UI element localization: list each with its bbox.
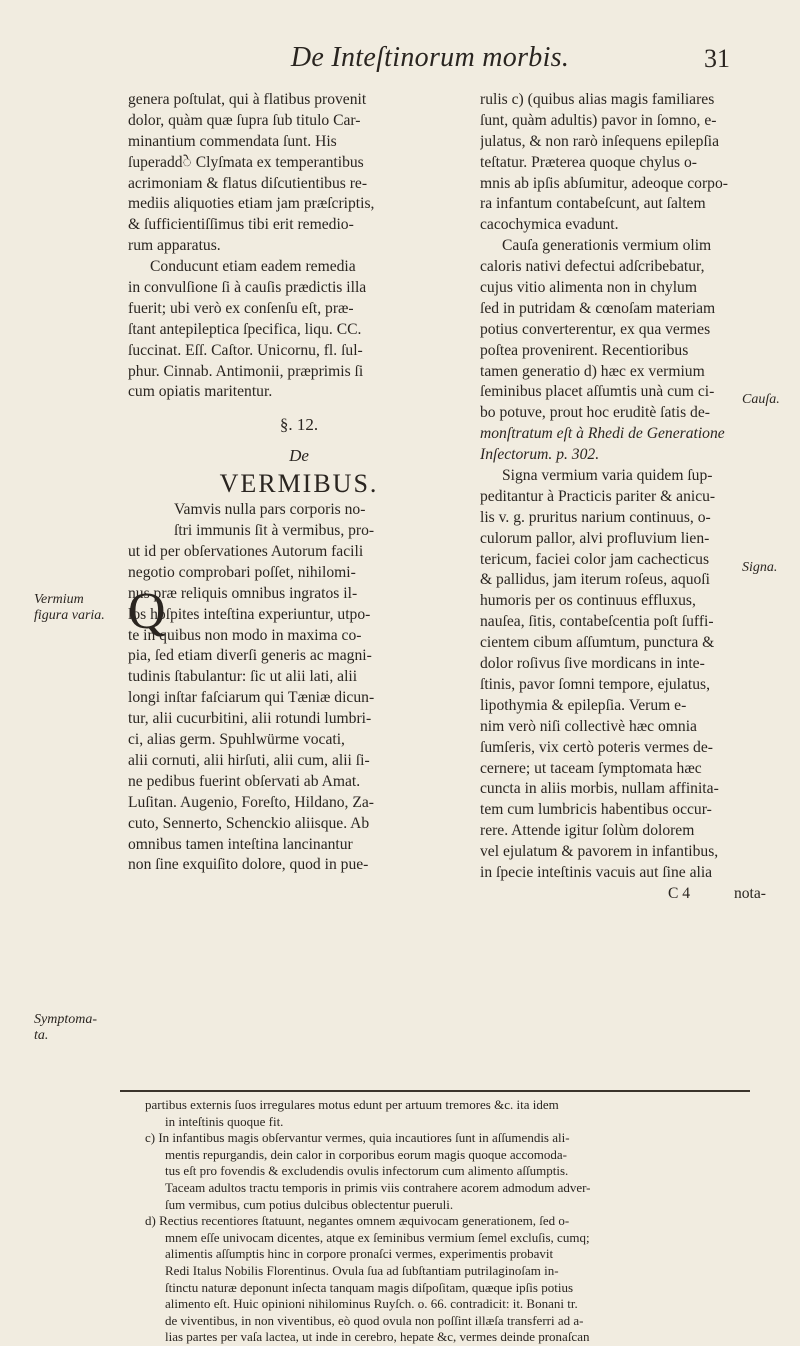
text-line: genera poſtulat, qui à flatibus provenit — [128, 91, 367, 108]
text-line: culorum pallor, alvi profluvium lien- — [480, 529, 710, 547]
text-line: julatus, & non rarò inſequens epilepſia — [480, 132, 720, 150]
text-line: ſtinis, pavor ſomni tempore, ejulatus, — [480, 675, 710, 693]
text-line: lipothymia & epilepſia. Verum e- — [480, 696, 687, 714]
text-line: dolor, quàm quæ ſupra ſub titulo Car- — [128, 111, 361, 129]
text-line: Inſectorum. p. 302. — [480, 446, 600, 464]
catchword: nota- — [733, 884, 766, 902]
text-line: bo potuve, prout hoc eruditè ſatis de- — [480, 404, 710, 422]
drop-capital: Q — [128, 583, 166, 640]
text-line: ra infantum contabeſcunt, aut ſaltem — [480, 195, 706, 213]
section-title: VERMIBUS. — [219, 469, 379, 499]
text-line: vel ejulatum & pavorem in infantibus, — [480, 843, 719, 861]
text-line: mnis ab ipſis abſumitur, adeoque corpo- — [480, 174, 728, 192]
text-line: alii cornuti, alii hirſuti, alii cum, alii ſi- — [128, 751, 370, 769]
footnote-line: Taceam adultos tractu temporis in primis viis contrahere acorem admodum adver- — [165, 1179, 591, 1195]
text-line: minantium commendata ſunt. His — [128, 132, 337, 150]
text-line: Signa vermium varia quidem ſup- — [502, 467, 713, 485]
text-line: rere. Attende igitur ſolùm dolorem — [480, 822, 695, 840]
footnote-rule — [120, 1090, 750, 1092]
catchline — [480, 884, 780, 905]
text-line: nim verò niſi collectivè hæc omnia — [480, 717, 697, 735]
running-title: De Inteſtinorum morbis. — [290, 42, 570, 73]
text-line: Cauſa generationis vermium olim — [502, 237, 712, 255]
footnote-line: ſtinctu naturæ deponunt inſecta tanquam magis diſpoſitam, quæque ipſis potius — [165, 1279, 574, 1295]
footnote-line: de viventibus, in non viventibus, eò quod ovula non poſſint illæſa transferri ad a- — [165, 1312, 584, 1328]
text-line: Luſitan. Augenio, Foreſto, Hildano, Za- — [128, 793, 374, 811]
text-line: acrimoniam & flatus diſcutientibus re- — [128, 174, 368, 192]
text-line: non ſine exquiſito dolore, quod in pue- — [128, 856, 369, 874]
text-line: teſtatur. Præterea quoque chylus o- — [480, 153, 697, 171]
margin-note-vermium-figura — [34, 592, 105, 624]
text-line: te in quibus non modo in maxima co- — [128, 626, 362, 644]
text-line: in ſpecie inteſtinis vacuis aut ſine alia — [480, 863, 713, 881]
text-line: cuto, Sennerto, Schenckio aliisque. Ab — [128, 814, 370, 832]
text-line: mediis aliquoties etiam jam præſcriptis, — [128, 195, 375, 213]
text-line: tur, alii cucurbitini, alii rotundi lumbri- — [128, 710, 372, 728]
text-line: fuerit; ubi verò ex conſenſu eſt, præ- — [128, 299, 354, 317]
margin-note-line: ta. — [34, 1028, 49, 1043]
text-line: ne pedibus fuerint obſervati ab Amat. — [128, 772, 361, 790]
text-line: nauſea, ſitis, contabeſcentia poſt ſuffi- — [480, 613, 714, 631]
text-line: cientem cibum aſſumtum, punctura & — [480, 634, 715, 652]
footnote-line: mentis repurgandis, dein calor in corporibus eorum magis quoque accomoda- — [165, 1146, 567, 1162]
footnote-line: d) Rectius recentiores ſtatuunt, negantes omnem æquivocam generationem, ſed o- — [145, 1213, 570, 1229]
text-line: & pallidus, jam iterum roſeus, aquoſi — [480, 571, 710, 589]
text-line: longi inſtar faſciarum qui Tæniæ dicun- — [128, 689, 375, 707]
running-header — [150, 42, 730, 82]
text-line: Conducunt etiam eadem remedia — [150, 258, 356, 276]
page-number: 31 — [704, 44, 730, 73]
text-line: tudinis ſtabulantur: ſic ut alii lati, alii — [128, 668, 358, 686]
text-line: pia, ſed etiam diverſi generis ac magni- — [128, 647, 372, 665]
right-column — [480, 90, 780, 905]
text-line: Vamvis nulla pars corporis no- — [174, 501, 366, 519]
text-line: ci, alias germ. Spuhlwürme vocati, — [128, 731, 345, 749]
margin-note-signa: Signa. — [742, 560, 778, 575]
footnote-line: c) In infantibus magis obſervantur vermes, quia incautiores ſunt in aſſumendis ali- — [145, 1130, 570, 1146]
footnote-line: Redi Italus Nobilis Florentinus. Ovula ſua ad ſubſtantiam putrilaginoſam in- — [165, 1262, 559, 1278]
text-line: tamen generatio d) hæc ex vermium — [480, 362, 705, 380]
text-line: cujus vitio alimenta non in chylum — [480, 279, 697, 297]
footnote-line: tus eſt pro fovendis & excludendis ovulis infectorum cum alimento aſſumptis. — [165, 1163, 569, 1179]
text-line: tericum, faciei color jam cachecticus — [480, 550, 710, 568]
text-line: in convulſione ſi à cauſis prædictis illa — [128, 279, 367, 297]
text-line: negotio comprobari poſſet, nihilomi- — [128, 563, 356, 581]
section-number: §. 12. — [279, 415, 319, 435]
text-line: omnibus tamen inteſtina lancinantur — [128, 835, 353, 853]
left-column — [128, 90, 470, 876]
margin-note-line: Vermium — [34, 592, 84, 607]
text-line: rum apparatus. — [128, 237, 221, 255]
text-line: ſeminibus placet aſſumtis unà cum ci- — [480, 383, 715, 401]
text-line: ſed in putridam & cœnoſam materiam — [480, 299, 716, 317]
text-line: caloris nativi defectui adſcribebatur, — [480, 258, 705, 276]
margin-note-line: figura varia. — [34, 608, 105, 623]
footnote-line: partibus externis ſuos irregulares motus edunt per artuum tremores &c. ita idem — [145, 1097, 559, 1112]
text-line: lis v. g. pruritus narium continuus, o- — [480, 508, 711, 526]
text-line: cernere; ut taceam ſymptomata hæc — [480, 759, 702, 777]
text-line: monſtratum eſt à Rhedi de Generatione — [480, 425, 725, 443]
text-line: nus præ reliquis omnibus ingratos il- — [128, 584, 358, 602]
text-line: potius converterentur, ex qua vermes — [480, 320, 711, 338]
text-line: ſtant antepileptica ſpecifica, liqu. CC. — [128, 320, 362, 338]
section-label: De — [289, 446, 309, 466]
margin-note-line: Symptoma- — [34, 1012, 97, 1027]
text-line: phur. Cinnab. Antimonii, præprimis ſi — [128, 362, 364, 380]
footnote-line: mnem eſſe univocam dicentes, atque ex ſeminibus vermium ſemel excluſis, cumq; — [165, 1229, 590, 1245]
text-line: peditantur à Practicis pariter & anicu- — [480, 487, 716, 505]
text-line: rulis c) (quibus alias magis familiares — [480, 91, 715, 108]
text-line: cacochymica evadunt. — [480, 216, 619, 234]
text-line: poſtea provenirent. Recentioribus — [480, 341, 689, 359]
text-line: tem cum lumbricis habentibus occur- — [480, 801, 712, 819]
margin-note-symptomata — [34, 1012, 97, 1044]
text-line: cuncta in aliis morbis, nullam affinita- — [480, 780, 719, 798]
footnote-line: lias partes per vaſa lactea, ut inde in cerebro, hepate &c, vermes deinde pronaſcan — [165, 1329, 590, 1345]
margin-note-causa: Cauſa. — [742, 392, 780, 407]
footnote-line: alimento eſt. Huic opinioni nihilominus Ruyſch. o. 66. contradicit: it. Bonani tr. — [165, 1296, 578, 1312]
text-line: ſunt, quàm adultis) pavor in ſomno, e- — [480, 111, 717, 129]
text-line: dolor roſivus ſive mordicans in inte- — [480, 655, 705, 673]
text-line: ſuccinat. Eſſ. Caſtor. Unicornu, fl. ſul- — [128, 341, 363, 359]
footnotes — [145, 1097, 760, 1346]
text-line: ut id per obſervationes Autorum facili — [128, 543, 364, 561]
text-line: los hoſpites inteſtina experiuntur, utpo- — [128, 605, 371, 623]
footnote-line: in inteſtinis quoque fit. — [165, 1113, 284, 1129]
text-line: ſtri immunis ſit à vermibus, pro- — [174, 522, 375, 540]
text-line: cum opiatis maritentur. — [128, 383, 273, 401]
text-line: humoris per os continuus effluxus, — [480, 592, 696, 610]
text-line: ſuperaddे Clyſmata ex temperantibus — [128, 153, 364, 171]
text-line: & ſufficientiſſimus tibi erit remedio- — [128, 216, 354, 234]
signature-mark: C 4 — [667, 884, 691, 902]
footnote-line: ſum vermibus, cum potius dulcibus oblectentur pueruli. — [165, 1196, 454, 1212]
footnote-line: alimentis aſſumptis hinc in corpore pronaſci vermes, experimentis probavit — [165, 1246, 554, 1262]
text-line: ſumſeris, vix certò poteris vermes de- — [480, 738, 713, 756]
